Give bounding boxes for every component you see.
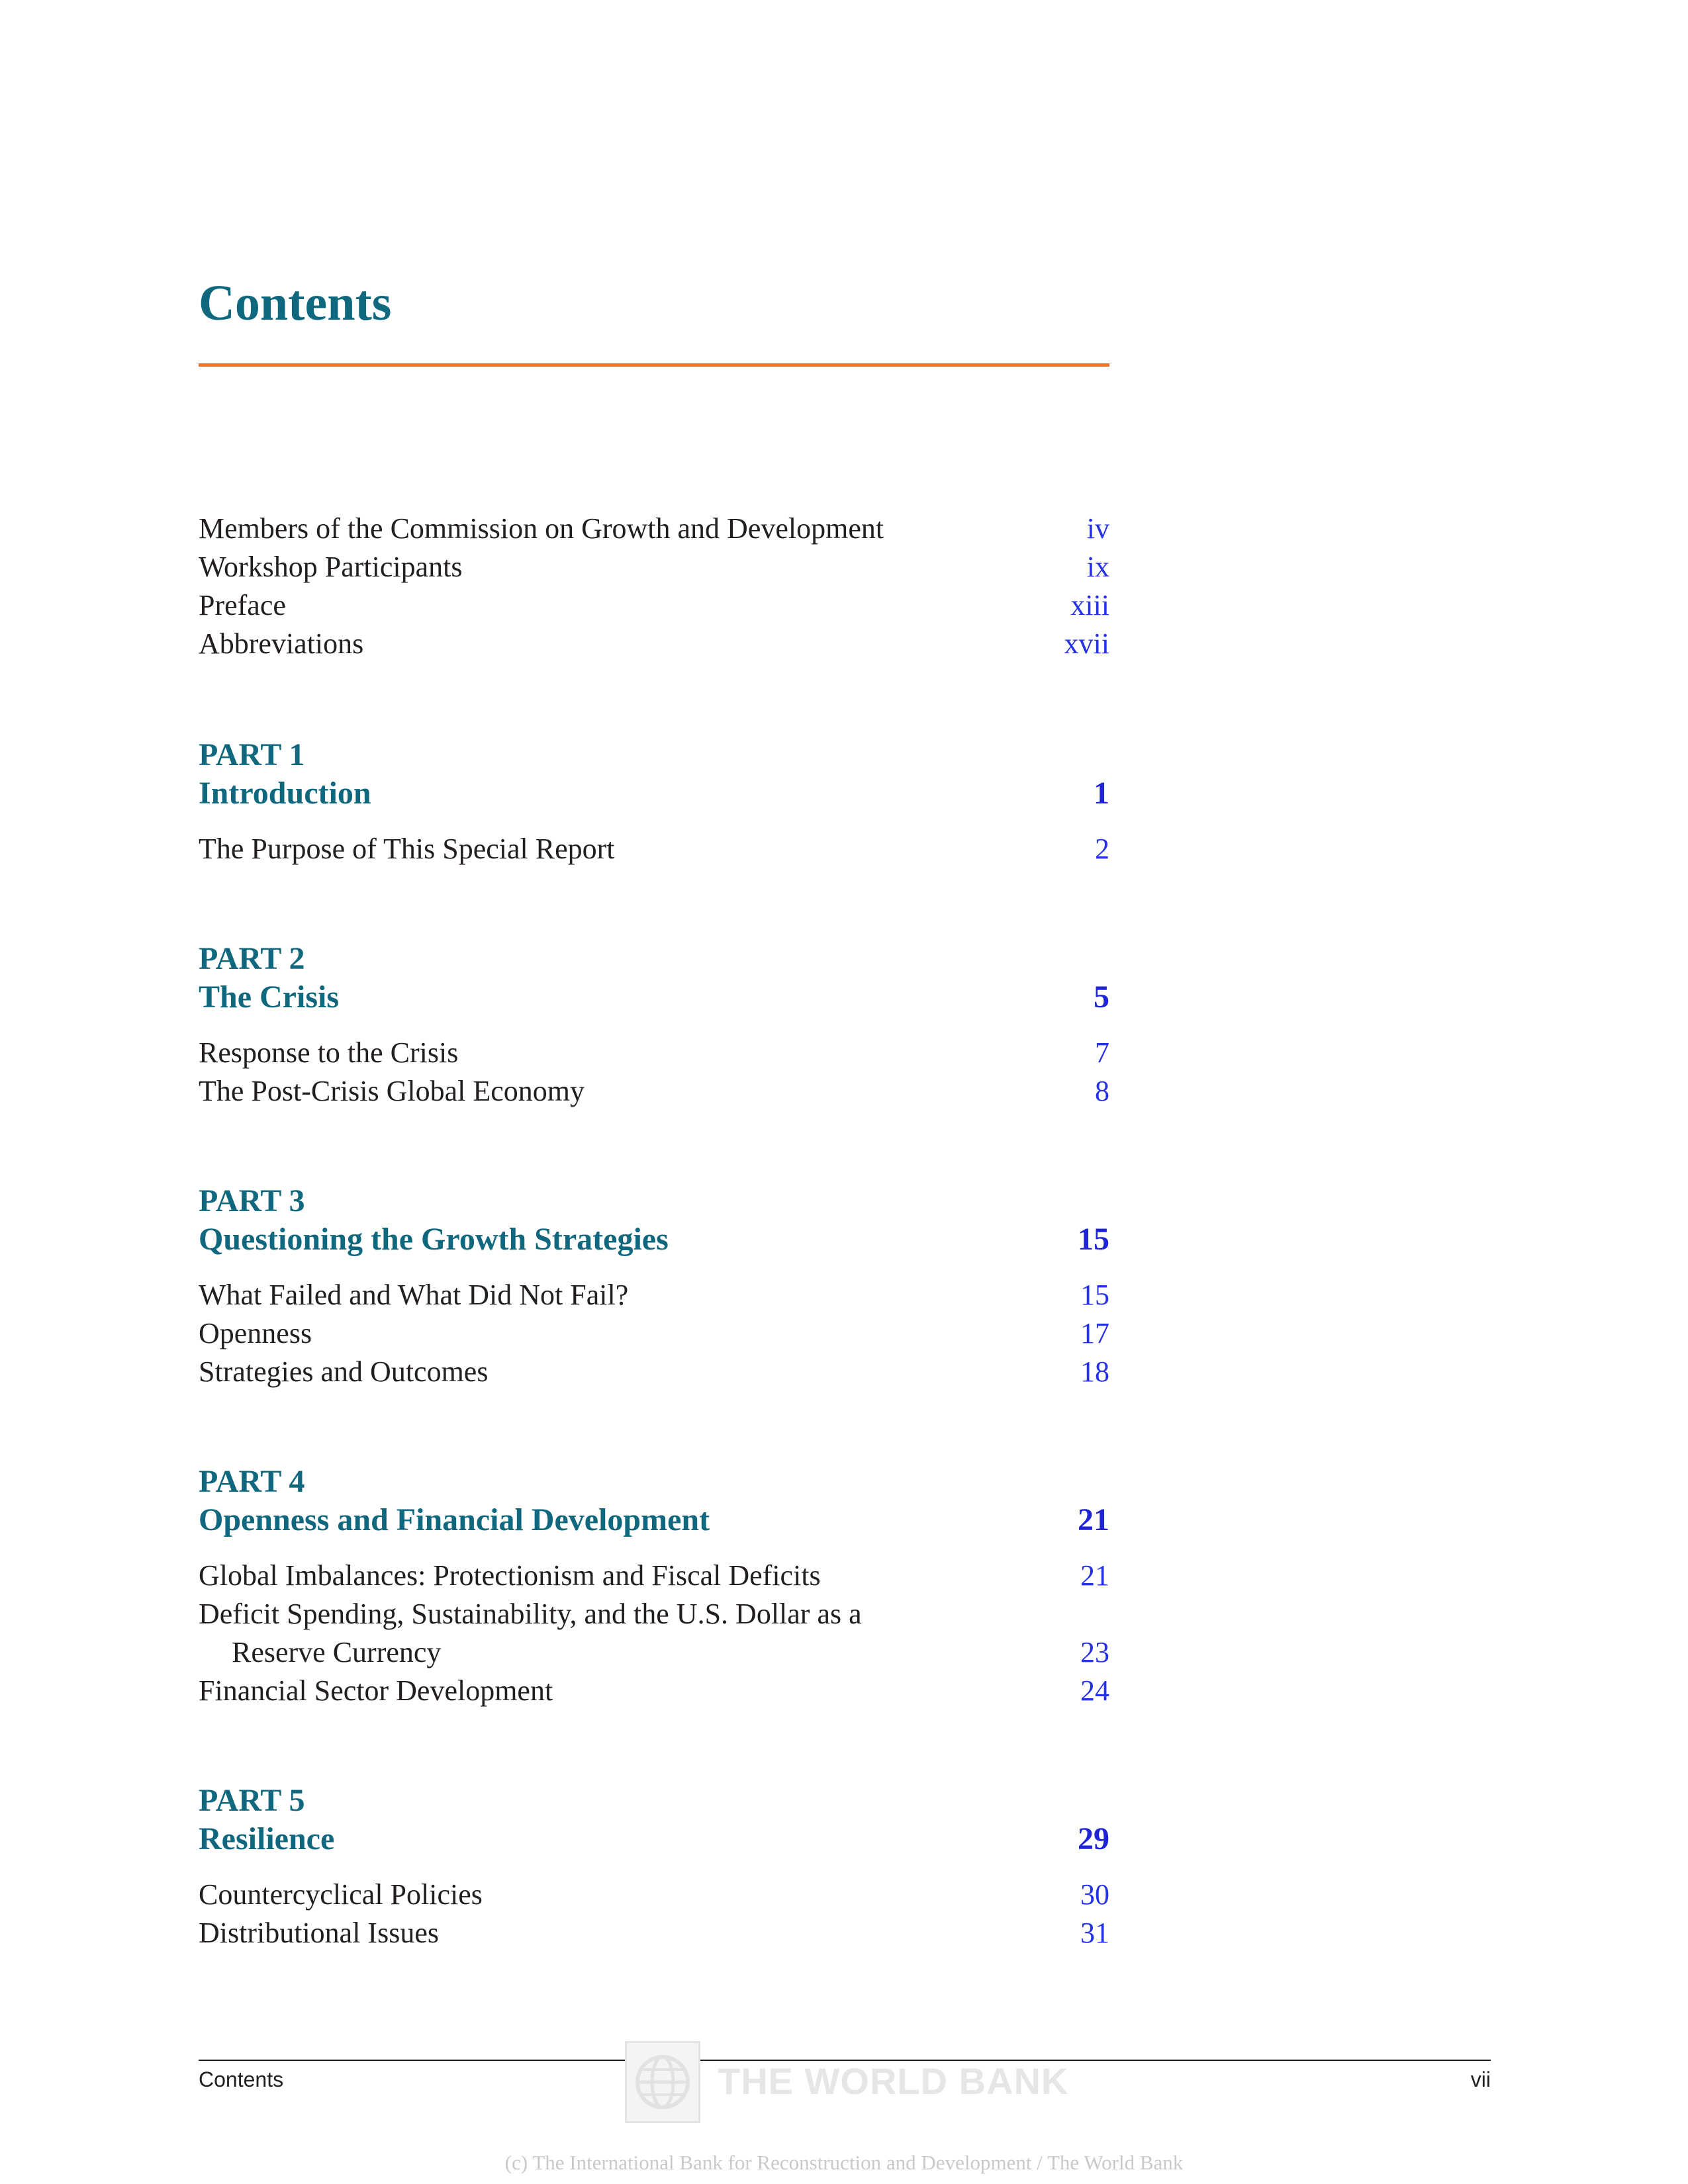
part-title: Resilience: [199, 1821, 335, 1856]
toc-entry[interactable]: [199, 830, 1109, 868]
toc-page-link[interactable]: xiii: [1070, 589, 1109, 621]
toc-page-link[interactable]: 15: [1078, 1222, 1109, 1257]
toc-page-link[interactable]: 24: [1080, 1674, 1109, 1707]
part-label: PART 2: [199, 941, 305, 976]
toc-page-link[interactable]: 21: [1080, 1559, 1109, 1592]
part-label: PART 5: [199, 1783, 305, 1818]
toc-entry[interactable]: [199, 1034, 1109, 1072]
toc-entry-label: Global Imbalances: Protectionism and Fiscal Deficits: [199, 1559, 821, 1592]
toc-page-link[interactable]: ix: [1086, 551, 1109, 583]
page-title: Contents: [199, 275, 392, 331]
toc-entry-label-continued: Reserve Currency: [232, 1636, 442, 1668]
part-title: The Crisis: [199, 979, 340, 1015]
toc-entry-label: Members of the Commission on Growth and Development: [199, 512, 884, 545]
part-title: Openness and Financial Development: [199, 1502, 710, 1537]
toc-entry-label: What Failed and What Did Not Fail?: [199, 1279, 629, 1311]
toc-entry[interactable]: [199, 1876, 1109, 1914]
part-label: PART 3: [199, 1183, 305, 1218]
toc-entry[interactable]: [199, 1914, 1109, 1952]
toc-page-link[interactable]: 15: [1080, 1279, 1109, 1311]
part-label: PART 4: [199, 1464, 305, 1499]
toc-entry-label: Distributional Issues: [199, 1917, 439, 1949]
toc-page-link[interactable]: 8: [1095, 1075, 1109, 1107]
toc-entry[interactable]: [199, 586, 1109, 625]
part-title: Questioning the Growth Strategies: [199, 1222, 669, 1257]
part-title-entry[interactable]: [199, 978, 1109, 1017]
toc-entry[interactable]: [199, 1314, 1109, 1353]
toc-entry-label: Deficit Spending, Sustainability, and the U.S. Dollar as a: [199, 1598, 862, 1630]
watermark-text: THE WORLD BANK: [718, 2060, 1069, 2102]
toc-page-link[interactable]: iv: [1086, 512, 1109, 545]
toc-entry[interactable]: [199, 1672, 1109, 1710]
toc-entry[interactable]: [199, 548, 1109, 586]
toc-entry[interactable]: [199, 510, 1109, 548]
part-title-entry[interactable]: [199, 1501, 1109, 1539]
toc-entry-label: Openness: [199, 1317, 312, 1349]
toc-entry-label: Countercyclical Policies: [199, 1878, 483, 1911]
toc-page-link[interactable]: xvii: [1064, 627, 1109, 660]
footer-page-number: vii: [1470, 2068, 1491, 2091]
part-label: PART 1: [199, 737, 305, 772]
toc-entry-label: The Purpose of This Special Report: [199, 833, 615, 865]
toc-entry-label: Abbreviations: [199, 627, 364, 660]
title-rule: [199, 363, 1109, 367]
world-bank-logo-icon: [625, 2041, 700, 2123]
toc-entry[interactable]: [199, 625, 1109, 663]
toc-page-link[interactable]: 18: [1080, 1355, 1109, 1388]
toc-entry-label: Response to the Crisis: [199, 1036, 459, 1069]
toc-entry-label: Preface: [199, 589, 286, 621]
toc-page-link[interactable]: 29: [1078, 1821, 1109, 1856]
toc-entry-label: The Post-Crisis Global Economy: [199, 1075, 585, 1107]
toc-entry[interactable]: [199, 1633, 1109, 1672]
part-title-entry[interactable]: [199, 1820, 1109, 1858]
toc-page-link[interactable]: 7: [1095, 1036, 1109, 1069]
footer-section-title: Contents: [199, 2068, 284, 2091]
part-title-entry[interactable]: [199, 1220, 1109, 1259]
toc-entry[interactable]: [199, 1353, 1109, 1391]
toc-page-link[interactable]: 5: [1094, 979, 1109, 1015]
toc-entry[interactable]: [199, 1557, 1109, 1595]
toc-page-link[interactable]: 2: [1095, 833, 1109, 865]
toc-entry[interactable]: [199, 1072, 1109, 1111]
toc-page-link[interactable]: 17: [1080, 1317, 1109, 1349]
toc-page-link[interactable]: 1: [1094, 776, 1109, 811]
toc-page-link[interactable]: 31: [1080, 1917, 1109, 1949]
copyright-notice: (c) The International Bank for Reconstruction and Development / The World Bank: [504, 2151, 1184, 2174]
toc-entry-label: Workshop Participants: [199, 551, 463, 583]
part-title: Introduction: [199, 776, 371, 811]
toc-page-link[interactable]: 21: [1078, 1502, 1109, 1537]
toc-entry-label: Strategies and Outcomes: [199, 1355, 489, 1388]
toc-page-link[interactable]: 23: [1080, 1636, 1109, 1668]
toc-page-link[interactable]: 30: [1080, 1878, 1109, 1911]
toc-entry[interactable]: [199, 1276, 1109, 1314]
part-title-entry[interactable]: [199, 774, 1109, 813]
toc-entry-label: Financial Sector Development: [199, 1674, 553, 1707]
